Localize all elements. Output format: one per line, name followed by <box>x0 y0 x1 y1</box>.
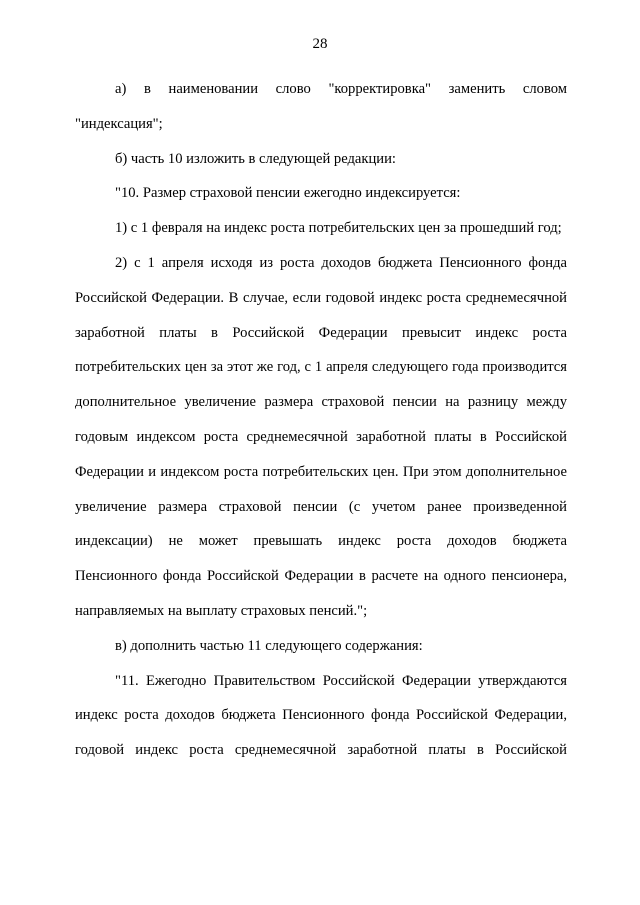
paragraph-item-2: 2) с 1 апреля исходя из роста доходов бюджета Пенсионного фонда Российской Федерации. В случае, если годовой индекс роста среднемесячной заработной платы в Российской Федерации превысит индекс роста потребительских цен за этот же год, с 1 апреля следующего года производится дополнительное увеличение размера страховой пенсии на разницу между годовым индексом роста среднемесячной заработной платы в Российской Федерации и индексом роста потребительских цен. При этом дополнительное увеличение размера страховой пенсии (с учетом ранее произведенной индексации) не может превышать индекс роста доходов бюджета Пенсионного фонда Российской Федерации в расчете на одного пенсионера, направляемых на выплату страховых пенсий."; <box>75 254 567 619</box>
page-number: 28 <box>312 36 328 52</box>
paragraph-part-11: "11. Ежегодно Правительством Российской Федерации утверждаются индекс роста доходов бюджета Пенсионного фонда Российской Федерации, годовой индекс роста среднемесячной заработной платы в Российской <box>75 672 567 759</box>
paragraph-b: б) часть 10 изложить в следующей редакции: <box>115 150 396 167</box>
paragraph-a: а) в наименовании слово "корректировка" заменить словом "индексация"; <box>75 81 567 132</box>
paragraph-part-10-intro: "10. Размер страховой пенсии ежегодно индексируется: <box>115 185 461 202</box>
document-body <box>75 72 567 768</box>
paragraph-item-1: 1) с 1 февраля на индекс роста потребительских цен за прошедший год; <box>115 220 562 237</box>
paragraph-c: в) дополнить частью 11 следующего содержания: <box>115 637 423 654</box>
